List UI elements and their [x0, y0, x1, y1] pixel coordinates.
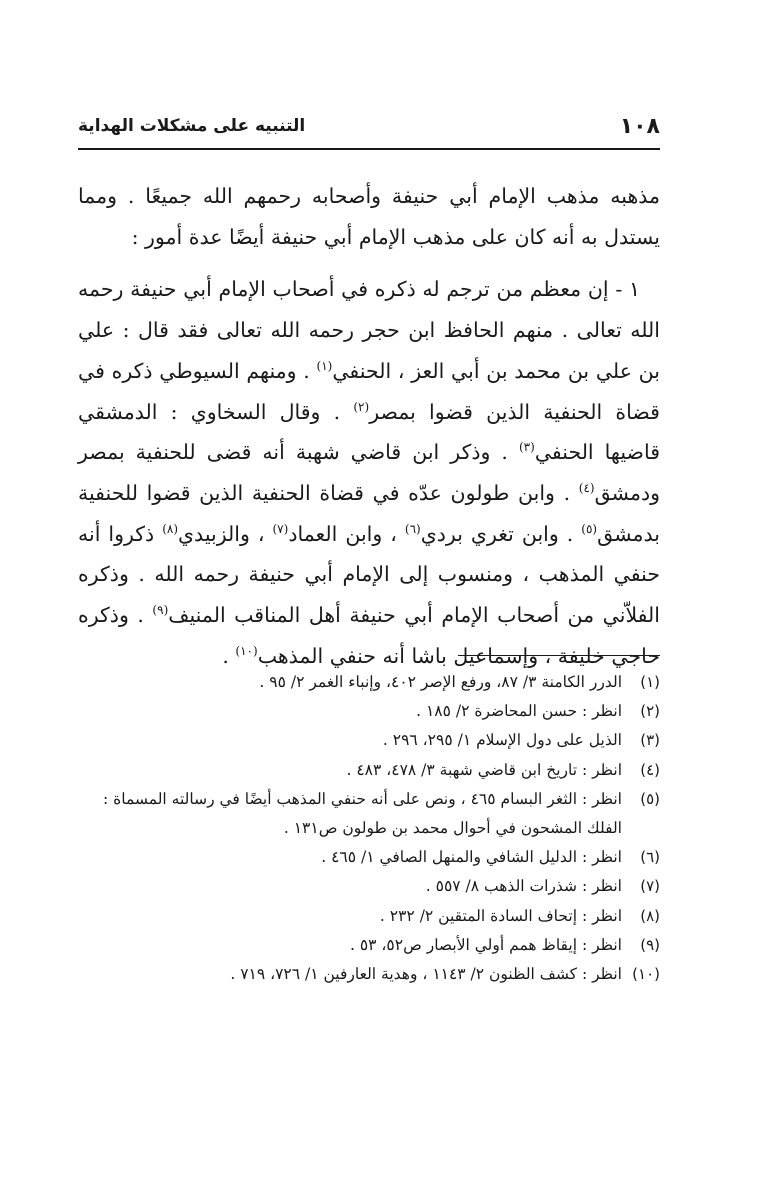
footnote-ref: (٢) [353, 399, 370, 414]
footnote-item [78, 726, 660, 755]
page-number: ١٠٨ [619, 114, 660, 139]
footnote-item [78, 697, 660, 726]
footnote-number: (٢) [640, 702, 660, 721]
text-segment: . وقال السخاوي : الدمشقي قاضيها الحنفي [78, 399, 660, 465]
text-segment: . [222, 643, 229, 668]
footnote-ref: (٥) [581, 521, 598, 536]
footnote-text: انظر : شذرات الذهب ٨/ ٥٥٧ . [425, 877, 622, 896]
footnote-ref: (١) [316, 358, 333, 373]
main-text [78, 176, 660, 676]
footnote-number: (٥) [640, 789, 660, 808]
footnote-ref: (٣) [518, 440, 535, 455]
text-segment: . وابن طولون عدّه في قضاة الحنفية الذين قضوا للحنفية بدمشق [78, 480, 660, 546]
footnote-text: انظر : حسن المحاضرة ٢/ ١٨٥ . [416, 702, 622, 721]
footnote-item [78, 756, 660, 785]
footnote-item [78, 668, 660, 697]
text-segment: ١ - إن معظم من ترجم له ذكره في أصحاب الإمام أبي حنيفة رحمه الله تعالى . منهم الحافظ ابن حجر رحمه الله تعالى فقد قال : علي بن علي بن محمد بن أبي العز ، الحنفي [78, 277, 660, 383]
text-segment: . وابن تغري بردي [420, 521, 574, 546]
footnotes-list [78, 668, 660, 989]
footnote-ref: (٩) [152, 603, 169, 618]
footnote-number: (٨) [640, 906, 660, 925]
footnote-item [78, 843, 660, 872]
text-segment: ، والزبيدي [178, 521, 265, 546]
footnote-ref: (٧) [272, 521, 289, 536]
text-segment: . وذكر ابن قاضي شهبة أنه قضى للحنفية بمصر ودمشق [78, 440, 660, 505]
text-segment: . ومنهم السيوطي ذكره في قضاة الحنفية الذين قضوا بمصر [78, 358, 660, 424]
footnote-text: انظر : الثغر البسام ٤٦٥ ، ونص على أنه حنفي المذهب أيضًا في رسالته المسماة : الفلك المشحون في أحوال محمد بن طولون ص١٣١ . [102, 789, 622, 838]
footnote-text: الذيل على دول الإسلام ١/ ٢٩٥، ٢٩٦ . [382, 731, 622, 750]
footnote-number: (٣) [640, 731, 660, 750]
footnote-number: (٤) [640, 760, 660, 779]
footnotes-separator [458, 655, 660, 656]
footnote-item [78, 872, 660, 901]
footnote-ref: (٨) [162, 521, 179, 536]
footnote-item [78, 785, 660, 843]
footnote-text: الدرر الكامنة ٣/ ٨٧، ورفع الإصر ٤٠٢، وإنباء الغمر ٢/ ٩٥ . [259, 673, 622, 691]
intro-paragraph: مذهبه مذهب الإمام أبي حنيفة وأصحابه رحمهم الله جميعًا . ومما يستدل به أنه كان على مذهب الإمام أبي حنيفة أيضًا عدة أمور : [78, 184, 660, 249]
footnote-text: انظر : تاريخ ابن قاضي شهبة ٣/ ٤٧٨، ٤٨٣ . [346, 760, 622, 779]
footnote-text: انظر : إيقاظ همم أولي الأبصار ص٥٢، ٥٣ . [349, 935, 622, 954]
footnote-text: انظر : الدليل الشافي والمنهل الصافي ١/ ٤٦٥ . [321, 848, 622, 867]
footnote-number: (٦) [640, 848, 660, 867]
point-one-paragraph [78, 269, 660, 676]
footnote-text: انظر : إتحاف السادة المتقين ٢/ ٢٣٢ . [379, 906, 622, 925]
footnote-number: (١) [640, 673, 660, 691]
footnote-number: (٧) [640, 877, 660, 896]
footnote-number: (١٠) [632, 965, 660, 984]
page-header [78, 110, 660, 144]
text-segment: . وذكره حاجي خليفة ، وإسماعيل باشا أنه حنفي المذهب [78, 603, 660, 668]
running-title: التنبيه على مشكلات الهداية [78, 116, 306, 136]
footnote-item [78, 902, 660, 931]
footnote-item [78, 931, 660, 960]
footnote-ref: (٦) [404, 521, 421, 536]
footnote-number: (٩) [640, 935, 660, 954]
footnote-ref: (٤) [578, 481, 595, 496]
text-segment: ذكروا أنه حنفي المذهب ، ومنسوب إلى الإمام أبي حنيفة رحمه الله . وذكره الفلاّني من أصحاب الإمام أبي حنيفة أهل المناقب المنيف [78, 521, 660, 628]
footnote-text: انظر : كشف الظنون ٢/ ١١٤٣ ، وهدية العارفين ١/ ٧٢٦، ٧١٩ . [230, 965, 622, 984]
header-rule [78, 148, 660, 150]
footnote-item [78, 960, 660, 989]
footnote-ref: (١٠) [235, 643, 258, 658]
text-segment: ، وابن العماد [288, 521, 397, 546]
